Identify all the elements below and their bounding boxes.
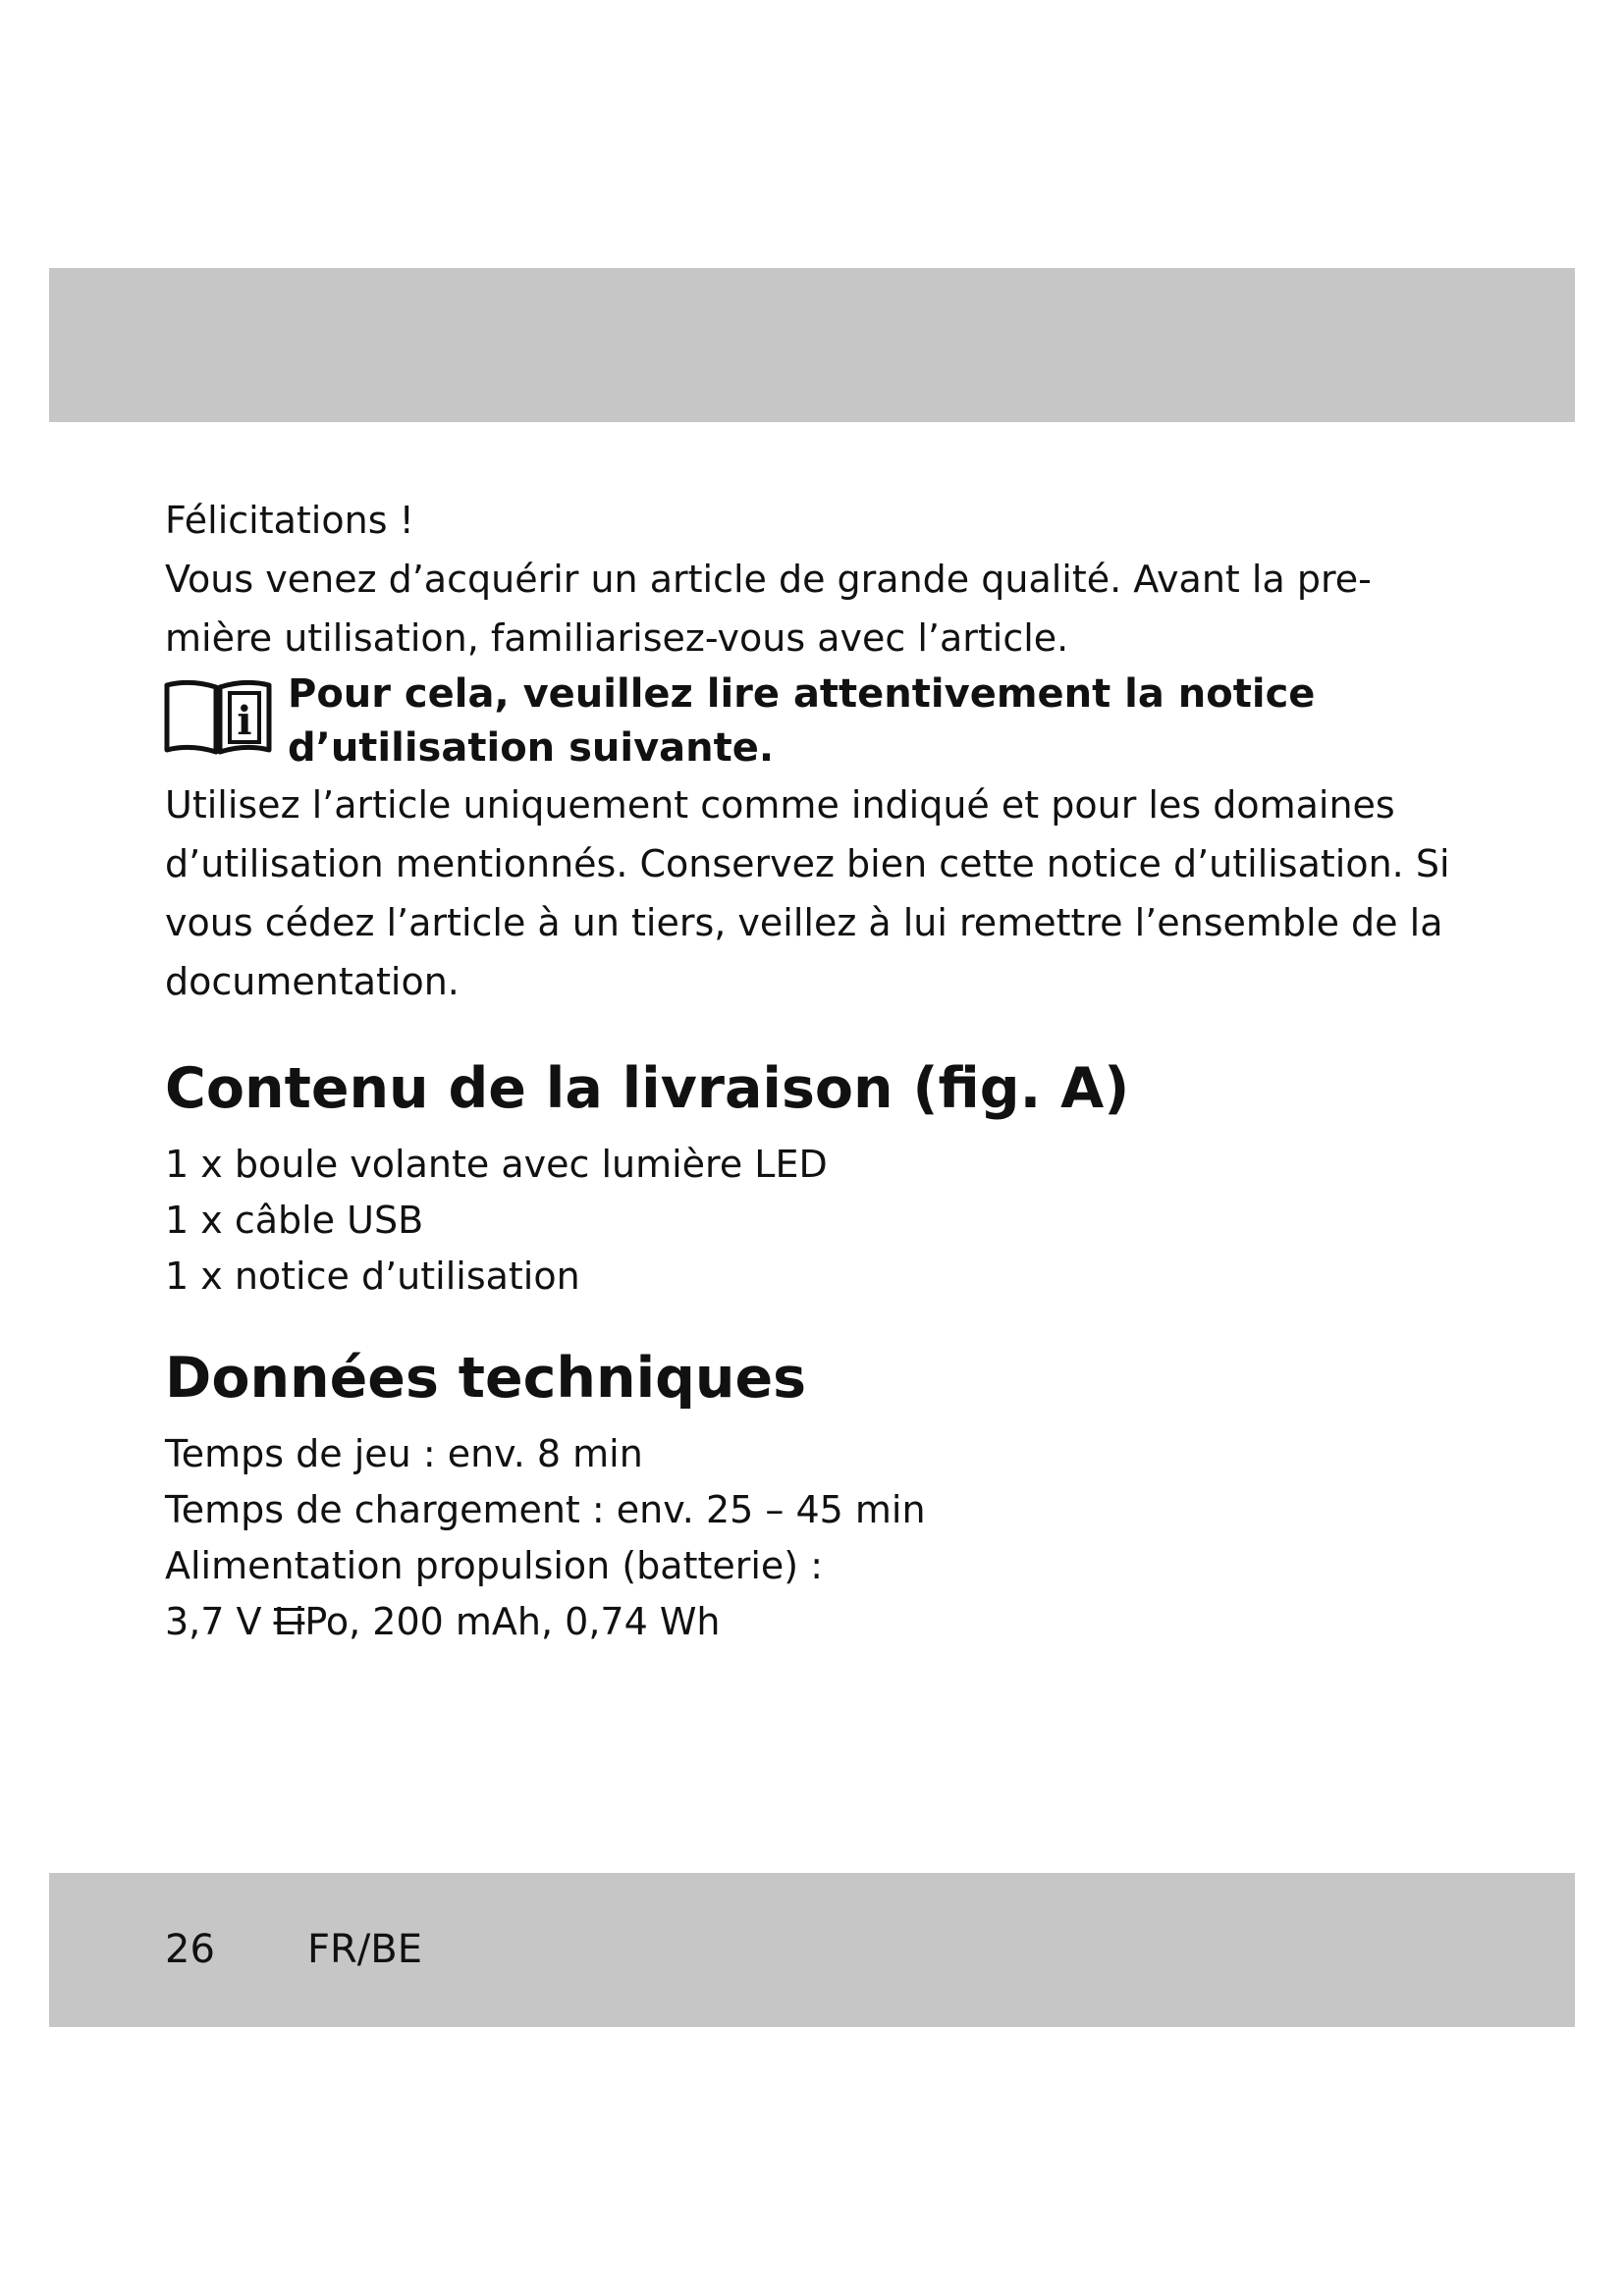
delivery-item: 1 x câble USB [165,1199,424,1242]
greeting: Félicitations ! [165,499,414,542]
delivery-item: 1 x boule volante avec lumière LED [165,1143,828,1186]
delivery-section [165,1054,1461,1305]
technical-line: Temps de jeu : env. 8 min [165,1432,643,1475]
technical-section [165,1344,1461,1650]
lipo-symbol-icon: Li [274,1594,305,1650]
page-number: 26 [165,1927,215,1972]
locale-label: FR/BE [307,1927,422,1972]
technical-heading: Données techniques [165,1346,807,1411]
usage-paragraph: Utilisez l’article uniquement comme indiqué et pour les domaines d’utilisation mentionnés. Conservez bien cette notice d’utilisation. Si vous cédez l’article à un tiers, veillez à lui remettre l’ensemble de la documentation. [165,783,1450,1003]
notice-block [165,667,1461,775]
battery-details: Po, 200 mAh, 0,74 Wh [304,1600,721,1643]
delivery-item: 1 x notice d’utilisation [165,1255,580,1298]
info-manual-icon [163,675,273,760]
delivery-heading: Contenu de la livraison (fig. A) [165,1056,1130,1121]
page-footer [165,1922,422,1977]
page-content [165,491,1461,1650]
header-band [49,268,1575,422]
delivery-list [165,1137,1461,1305]
svg-text:i: i [237,698,252,744]
battery-spec [165,1594,1461,1650]
notice-text: Pour cela, veuillez lire attentivement la notice d’utilisation suivante. [288,671,1316,771]
technical-line: Temps de chargement : env. 25 – 45 min [165,1488,926,1531]
technical-list [165,1426,1461,1594]
intro-paragraph: Vous venez d’acquérir un article de grande qualité. Avant la pre- mière utilisation, familiarisez-vous avec l’article. [165,558,1372,660]
battery-voltage: 3,7 V [165,1600,274,1643]
technical-line: Alimentation propulsion (batterie) : [165,1544,824,1587]
